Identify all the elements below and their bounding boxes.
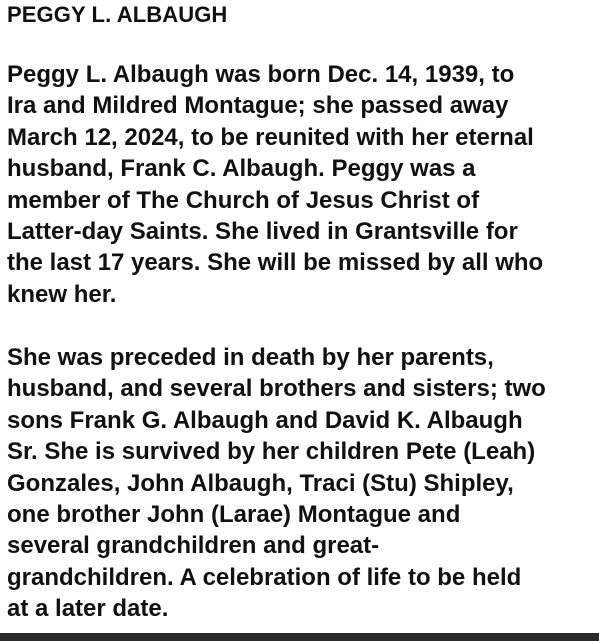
text-line: grandchildren. A celebration of life to be held <box>7 563 522 591</box>
text-line: Gonzales, John Albaugh, Traci (Stu) Shipley, <box>7 469 514 497</box>
text-line: member of The Church of Jesus Christ of <box>7 186 480 214</box>
paragraph-family <box>7 342 546 625</box>
paragraph-biography <box>7 59 543 310</box>
text-line: one brother John (Larae) Montague and <box>7 500 461 528</box>
text-line: husband, and several brothers and sisters; two <box>7 375 546 403</box>
text-line: Sr. She is survived by her children Pete (Leah) <box>7 438 536 466</box>
text-line: knew her. <box>7 280 117 308</box>
text-line: She was preceded in death by her parents, <box>7 344 494 371</box>
text-line: March 12, 2024, to be reunited with her eternal <box>7 123 534 151</box>
text-line: sons Frank G. Albaugh and David K. Albaugh <box>7 406 523 434</box>
text-line: the last 17 years. She will be missed by all who <box>7 249 544 277</box>
text-line: several grandchildren and great- <box>7 532 380 560</box>
text-line: at a later date. <box>7 595 169 623</box>
text-line: Ira and Mildred Montague; she passed away <box>7 92 509 120</box>
text-line: husband, Frank C. Albaugh. Peggy was a <box>7 155 476 183</box>
text-line: Peggy L. Albaugh was born Dec. 14, 1939, to <box>7 61 515 88</box>
bottom-edge-bar <box>0 633 599 641</box>
obituary-title: PEGGY L. ALBAUGH <box>7 2 228 27</box>
text-line: Latter-day Saints. She lived in Grantsville for <box>7 217 518 245</box>
